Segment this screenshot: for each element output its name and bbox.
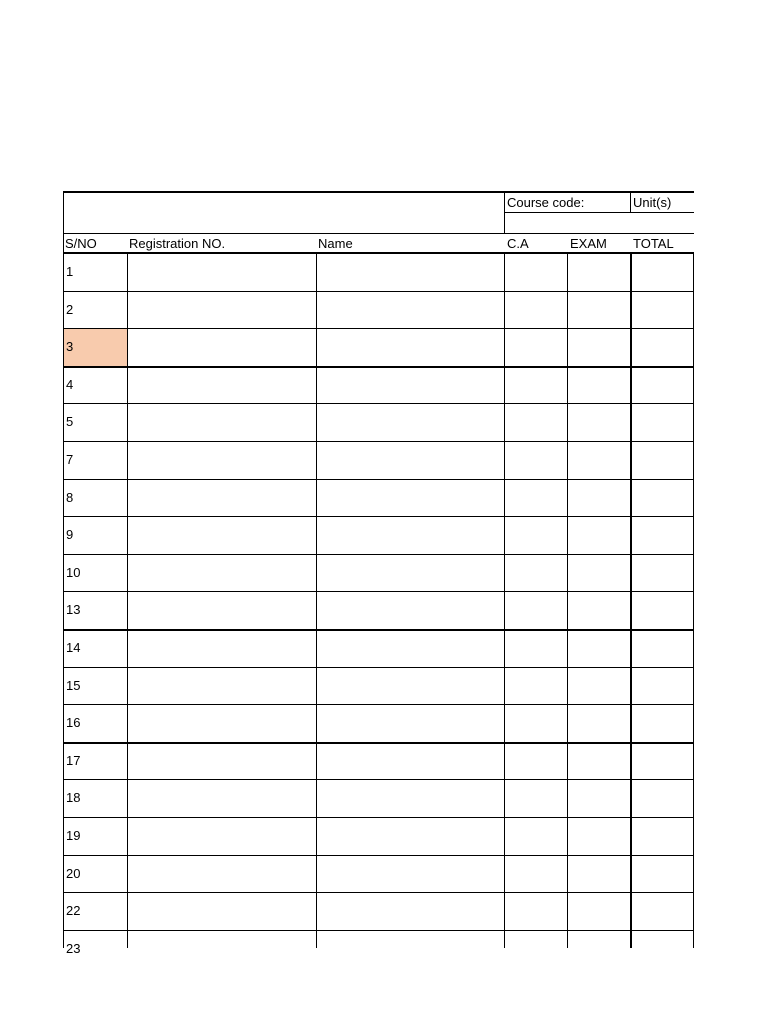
table-left-border [63,191,64,948]
row-number: 18 [66,790,81,806]
title-block-bottom [63,233,694,234]
column-header-name: Name [318,236,353,251]
row-number: 5 [66,414,74,430]
row-divider [63,930,694,931]
row-number: 4 [66,376,74,392]
row-number: 23 [66,940,81,956]
row-number: 17 [66,752,81,768]
row-divider [63,479,694,480]
column-divider-registration [127,253,128,948]
row-number: 20 [66,865,81,881]
row-divider [63,554,694,555]
course-code-underline [504,212,694,213]
column-divider-ca [504,253,505,948]
header-bottom-border [63,252,694,254]
row-number: 1 [66,264,74,279]
units-label: Unit(s) [633,195,672,210]
row-divider [63,591,694,592]
row-divider [63,892,694,893]
column-divider-name [316,253,317,948]
row-number: 19 [66,828,81,843]
course-code-label: Course code: [507,195,585,210]
row-number: 2 [66,301,74,317]
column-header-ca: C.A [507,236,529,251]
row-number: 22 [66,903,81,919]
row-number: 8 [66,489,74,505]
course-code-divider [630,192,631,213]
highlighted-cell [64,329,127,366]
row-divider [63,855,694,856]
row-divider [63,667,694,668]
row-divider [63,704,694,705]
column-header-sno: S/NO [65,236,97,251]
row-divider [63,817,694,818]
row-number: 7 [66,452,74,467]
row-divider [63,403,694,404]
row-number: 15 [66,677,81,693]
column-divider-total [630,253,632,948]
row-number: 13 [66,602,81,618]
row-number: 10 [66,564,81,580]
row-number: 3 [66,339,74,355]
row-divider [63,366,694,368]
row-divider [63,779,694,780]
row-number: 14 [66,640,81,655]
row-divider [63,742,694,744]
row-divider [63,328,694,329]
table-top-border [63,191,694,193]
row-divider [63,441,694,442]
row-number: 16 [66,715,81,731]
row-divider [63,291,694,292]
column-header-exam: EXAM [570,236,607,251]
table-right-border [693,253,694,948]
row-divider [63,516,694,517]
column-header-total: TOTAL [633,236,674,251]
column-header-registration: Registration NO. [129,236,226,251]
row-number: 9 [66,527,74,543]
row-divider [63,629,694,631]
column-divider-exam [567,253,568,948]
